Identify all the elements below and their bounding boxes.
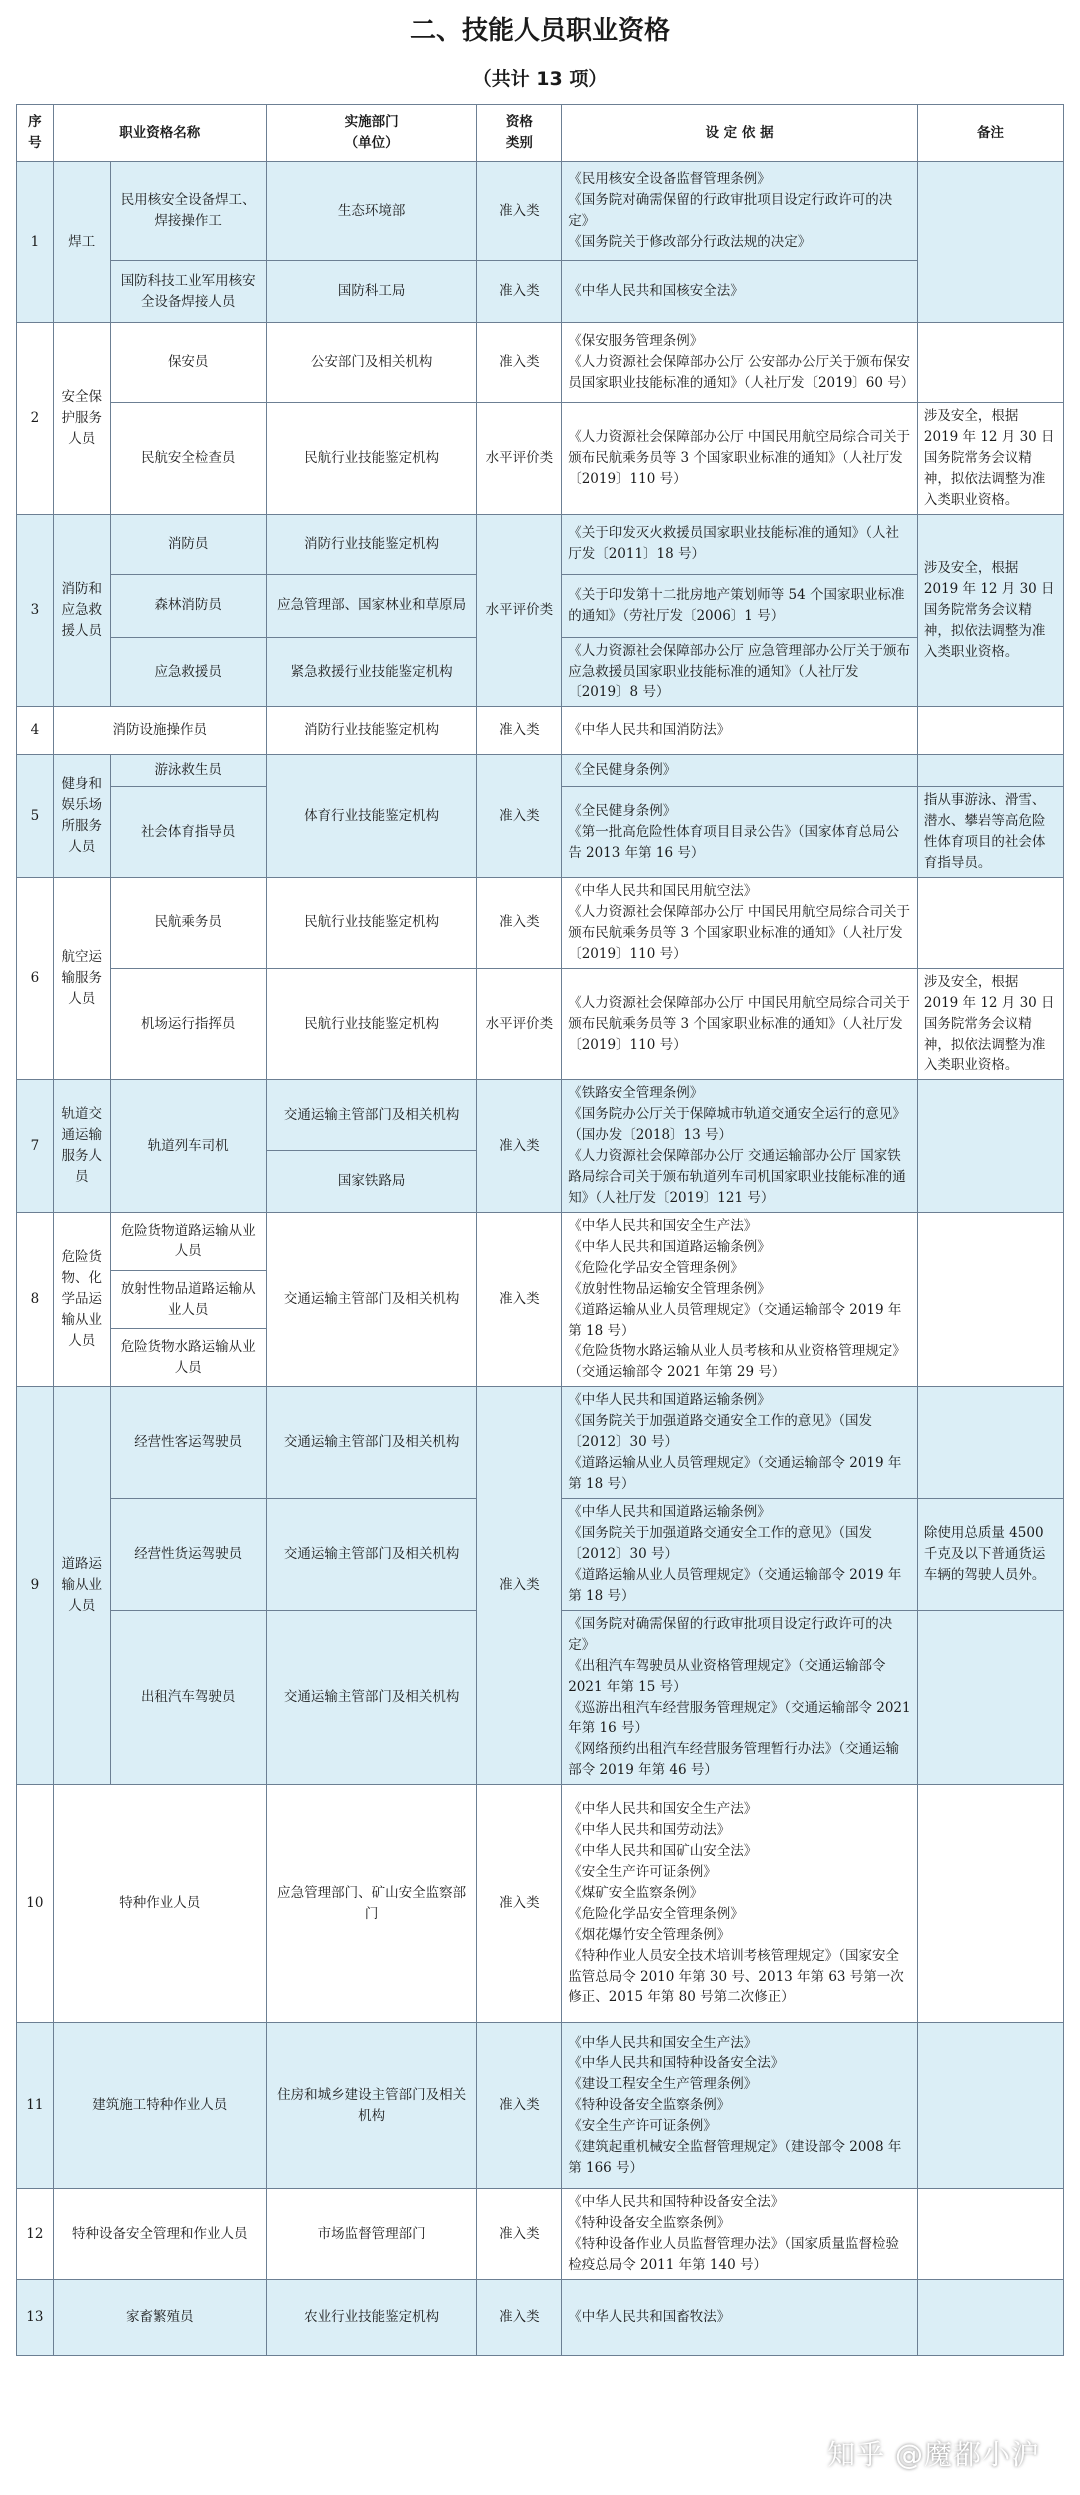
basis-line: 《保安服务管理条例》: [568, 333, 704, 350]
qualification-category: 消防和应急救援人员: [53, 514, 110, 707]
basis-line: 《国务院关于加强道路交通安全工作的意见》（国发〔2012〕30 号）: [568, 1413, 872, 1451]
row-number: 7: [17, 1080, 54, 1213]
note: [917, 2023, 1063, 2189]
basis-line: 《中华人民共和国核安全法》: [568, 283, 744, 300]
basis-line: 《人力资源社会保障部办公厅 应急管理部办公厅关于颁布应急救援员国家职业技能标准的通知》（人社厅发〔2019〕8 号）: [568, 642, 910, 701]
basis-line: 《道路运输从业人员管理规定》（交通运输部令 2019 年第 18 号）: [568, 1455, 902, 1492]
qualification-category: 家畜繁殖员: [53, 2279, 266, 2355]
department: 住房和城乡建设主管部门及相关机构: [266, 2023, 477, 2189]
basis-line: 《国务院关于加强道路交通安全工作的意见》（国发〔2012〕30 号）: [568, 1524, 872, 1562]
qualification-name: 经营性货运驾驶员: [110, 1498, 266, 1610]
qualification-name: 社会体育指导员: [110, 787, 266, 878]
row-number: 1: [17, 162, 54, 323]
department: 交通运输主管部门及相关机构: [266, 1498, 477, 1610]
note: 涉及安全，根据 2019 年 12 月 30 日国务院常务会议精神，拟依法调整为准入类职业资格。: [917, 403, 1063, 515]
note: [917, 1080, 1063, 1213]
legal-basis: [562, 162, 918, 261]
row-number: 8: [17, 1212, 54, 1386]
basis-line: 《特种作业人员安全技术培训考核管理规定》（国家安全监管总局令 2010 年第 30 号、2013 年第 63 号第一次修正、2015 年第 80 号第二次修正）: [568, 1947, 904, 2006]
qualification-name: 保安员: [110, 323, 266, 403]
department: 国家铁路局: [266, 1150, 477, 1212]
qualification-type: 准入类: [477, 1387, 562, 1785]
basis-line: 《中华人民共和国特种设备安全法》: [568, 2194, 785, 2211]
note: [917, 1387, 1063, 1499]
table-row: [17, 1212, 1064, 1270]
note: 指从事游泳、滑雪、潜水、攀岩等高危险性体育项目的社会体育指导员。: [917, 787, 1063, 878]
department: 应急管理部门、矿山安全监察部门: [266, 1785, 477, 2023]
qualification-name: 民航安全检查员: [110, 403, 266, 515]
qualification-type: 准入类: [477, 162, 562, 261]
basis-line: 《中华人民共和国道路运输条例》: [568, 1392, 771, 1409]
table-row: [17, 261, 1064, 323]
row-number: 10: [17, 1785, 54, 2023]
table-row: [17, 2279, 1064, 2355]
basis-line: 《第一批高危险性体育项目目录公告》（国家体育总局公告 2013 年第 16 号）: [568, 823, 899, 861]
basis-line: 《民用核安全设备监督管理条例》: [568, 171, 771, 188]
legal-basis: [562, 1785, 918, 2023]
qualification-category: 危险货物、化学品运输从业人员: [53, 1212, 110, 1386]
basis-line: 《中华人民共和国矿山安全法》: [568, 1842, 758, 1859]
department: 交通运输主管部门及相关机构: [266, 1212, 477, 1386]
legal-basis: [562, 574, 918, 637]
basis-line: 《巡游出租汽车经营服务管理规定》（交通运输部令 2021 年第 16 号）: [568, 1699, 911, 1737]
basis-line: 《危险化学品安全管理条例》: [568, 1259, 744, 1276]
note: 除使用总质量 4500 千克及以下普通货运车辆的驾驶人员外。: [917, 1498, 1063, 1610]
department: 民航行业技能鉴定机构: [266, 878, 477, 969]
watermark: 知乎 @魔都小沪: [827, 2438, 1040, 2471]
header-name: 职业资格名称: [53, 105, 266, 162]
basis-line: 《人力资源社会保障部办公厅 中国民用航空局综合司关于颁布民航乘务员等 3 个国家职业标准的通知》（人社厅发〔2019〕110 号）: [568, 994, 910, 1053]
department: 消防行业技能鉴定机构: [266, 707, 477, 755]
basis-line: 《中华人民共和国民用航空法》: [568, 883, 758, 900]
qualification-type: 准入类: [477, 2189, 562, 2280]
department: 交通运输主管部门及相关机构: [266, 1080, 477, 1151]
note: [917, 707, 1063, 755]
table-row: [17, 403, 1064, 515]
basis-line: 《道路运输从业人员管理规定》（交通运输部令 2019 年第 18 号）: [568, 1566, 902, 1604]
basis-line: 《煤矿安全监察条例》: [568, 1884, 704, 1901]
note: [917, 2279, 1063, 2355]
qualification-category: 消防设施操作员: [53, 707, 266, 755]
department: 消防行业技能鉴定机构: [266, 514, 477, 574]
legal-basis: [562, 2279, 918, 2355]
note: [917, 1212, 1063, 1386]
row-number: 3: [17, 514, 54, 707]
note: 涉及安全，根据 2019 年 12 月 30 日国务院常务会议精神，拟依法调整为准入类职业资格。: [917, 514, 1063, 707]
legal-basis: [562, 2023, 918, 2189]
legal-basis: [562, 968, 918, 1080]
qualification-category: 道路运输从业人员: [53, 1387, 110, 1785]
basis-line: 《建设工程安全生产管理条例》: [568, 2076, 758, 2093]
basis-line: 《国务院对确需保留的行政审批项目设定行政许可的决定》: [568, 192, 893, 229]
table-row: [17, 1785, 1064, 2023]
department: 应急管理部、国家林业和草原局: [266, 574, 477, 637]
qualification-category: 建筑施工特种作业人员: [53, 2023, 266, 2189]
department: 体育行业技能鉴定机构: [266, 755, 477, 878]
basis-line: 《中华人民共和国道路运输条例》: [568, 1504, 771, 1521]
qualification-type: 准入类: [477, 1785, 562, 2023]
row-number: 9: [17, 1387, 54, 1785]
basis-line: 《网络预约出租汽车经营服务管理暂行办法》（交通运输部令 2019 年第 46 号）: [568, 1741, 899, 1779]
basis-line: 《国务院办公厅关于保障城市轨道交通安全运行的意见》（国办发〔2018〕13 号）: [568, 1106, 906, 1144]
basis-line: 《人力资源社会保障部办公厅 中国民用航空局综合司关于颁布民航乘务员等 3 个国家职业标准的通知》（人社厅发〔2019〕110 号）: [568, 903, 910, 962]
header-no: 序 号: [17, 105, 54, 162]
table-row: [17, 162, 1064, 261]
basis-line: 《全民健身条例》: [568, 802, 677, 819]
row-number: 13: [17, 2279, 54, 2355]
page-subtitle: （共计 13 项）: [472, 68, 608, 90]
basis-line: 《铁路安全管理条例》: [568, 1085, 704, 1102]
basis-line: 《国务院对确需保留的行政审批项目设定行政许可的决定》: [568, 1615, 893, 1653]
qualification-category: 健身和娱乐场所服务人员: [53, 755, 110, 878]
qualification-name: 游泳救生员: [110, 755, 266, 787]
qualification-category: 特种作业人员: [53, 1785, 266, 2023]
basis-line: 《中华人民共和国畜牧法》: [568, 2308, 731, 2325]
basis-line: 《放射性物品运输安全管理条例》: [568, 1280, 771, 1297]
basis-line: 《中华人民共和国安全生产法》: [568, 2034, 758, 2051]
row-number: 6: [17, 878, 54, 1080]
department: 农业行业技能鉴定机构: [266, 2279, 477, 2355]
legal-basis: [562, 1080, 918, 1213]
header-dept: 实施部门 （单位）: [266, 105, 477, 162]
department: 民航行业技能鉴定机构: [266, 968, 477, 1080]
basis-line: 《中华人民共和国劳动法》: [568, 1822, 731, 1839]
legal-basis: [562, 323, 918, 403]
legal-basis: [562, 1212, 918, 1386]
qualification-type: 准入类: [477, 755, 562, 878]
basis-line: 《安全生产许可证条例》: [568, 2118, 717, 2135]
note: [917, 1785, 1063, 2023]
qualification-type: 准入类: [477, 2023, 562, 2189]
qualification-name: 民用核安全设备焊工、焊接操作工: [110, 162, 266, 261]
table-row: [17, 514, 1064, 574]
note: [917, 878, 1063, 969]
qualification-type: 准入类: [477, 878, 562, 969]
department: 紧急救援行业技能鉴定机构: [266, 637, 477, 707]
qualification-name: 放射性物品道路运输从业人员: [110, 1271, 266, 1329]
table-row: [17, 323, 1064, 403]
basis-line: 《中华人民共和国安全生产法》: [568, 1217, 758, 1234]
qualification-type: 准入类: [477, 2279, 562, 2355]
legal-basis: [562, 1387, 918, 1499]
qualification-name: 消防员: [110, 514, 266, 574]
note: [917, 755, 1063, 787]
note: [917, 2189, 1063, 2280]
basis-line: 《关于印发灭火救援员国家职业技能标准的通知》（人社厅发〔2011〕18 号）: [568, 525, 899, 563]
qualification-name: 民航乘务员: [110, 878, 266, 969]
basis-line: 《危险货物水路运输从业人员考核和从业资格管理规定》（交通运输部令 2021 年第 29 号）: [568, 1343, 906, 1381]
legal-basis: [562, 707, 918, 755]
header-basis: 设 定 依 据: [562, 105, 918, 162]
qualification-type: 准入类: [477, 323, 562, 403]
qualification-category: 轨道交通运输服务人员: [53, 1080, 110, 1213]
qualification-type: 水平评价类: [477, 968, 562, 1080]
row-number: 12: [17, 2189, 54, 2280]
basis-line: 《中华人民共和国特种设备安全法》: [568, 2055, 785, 2072]
legal-basis: [562, 261, 918, 323]
basis-line: 《中华人民共和国安全生产法》: [568, 1801, 758, 1818]
basis-line: 《关于印发第十二批房地产策划师等 54 个国家职业标准的通知》（劳社厅发〔2006〕1 号）: [568, 586, 905, 624]
legal-basis: [562, 403, 918, 515]
table-row: [17, 1387, 1064, 1499]
row-number: 5: [17, 755, 54, 878]
table-row: [17, 707, 1064, 755]
qualification-category: 航空运输服务人员: [53, 878, 110, 1080]
page-title: 二、技能人员职业资格: [409, 16, 670, 46]
note: [917, 162, 1063, 323]
department: 生态环境部: [266, 162, 477, 261]
basis-line: 《国务院关于修改部分行政法规的决定》: [568, 233, 812, 250]
department: 市场监督管理部门: [266, 2189, 477, 2280]
row-number: 11: [17, 2023, 54, 2189]
legal-basis: [562, 2189, 918, 2280]
department: 交通运输主管部门及相关机构: [266, 1387, 477, 1499]
qualification-category: 安全保护服务人员: [53, 323, 110, 515]
basis-line: 《全民健身条例》: [568, 762, 677, 779]
qualification-type: 准入类: [477, 1080, 562, 1213]
qualification-name: 出租汽车驾驶员: [110, 1610, 266, 1784]
qualification-table: [16, 104, 1064, 2356]
row-number: 2: [17, 323, 54, 515]
header-note: 备注: [917, 105, 1063, 162]
qualification-category: 焊工: [53, 162, 110, 323]
table-row: [17, 2189, 1064, 2280]
note: [917, 1610, 1063, 1784]
table-row: [17, 968, 1064, 1080]
basis-line: 《建筑起重机械安全监督管理规定》（建设部令 2008 年第 166 号）: [568, 2139, 902, 2177]
qualification-name: 机场运行指挥员: [110, 968, 266, 1080]
qualification-category: 特种设备安全管理和作业人员: [53, 2189, 266, 2280]
qualification-type: 水平评价类: [477, 403, 562, 515]
basis-line: 《道路运输从业人员管理规定》（交通运输部令 2019 年第 18 号）: [568, 1301, 902, 1339]
qualification-name: 国防科技工业军用核安全设备焊接人员: [110, 261, 266, 323]
basis-line: 《特种设备安全监察条例》: [568, 2097, 731, 2114]
legal-basis: [562, 1498, 918, 1610]
note: [917, 323, 1063, 403]
basis-line: 《人力资源社会保障部办公厅 交通运输部办公厅 国家铁路局综合司关于颁布轨道列车司机国家职业技能标准的通知》（人社厅发〔2019〕121 号）: [568, 1148, 906, 1206]
basis-line: 《出租汽车驾驶员从业资格管理规定》（交通运输部令 2021 年第 15 号）: [568, 1657, 886, 1695]
table-header-row: [17, 105, 1064, 162]
basis-line: 《特种设备作业人员监督管理办法》（国家质量监督检验检疫总局令 2011 年第 140 号）: [568, 2236, 899, 2274]
legal-basis: [562, 514, 918, 574]
basis-line: 《人力资源社会保障部办公厅 公安部办公厅关于颁布保安员国家职业技能标准的通知》（人社厅发〔2019〕60 号）: [568, 354, 915, 391]
qualification-name: 森林消防员: [110, 574, 266, 637]
department: 国防科工局: [266, 261, 477, 323]
basis-line: 《安全生产许可证条例》: [568, 1863, 717, 1880]
qualification-name: 危险货物水路运输从业人员: [110, 1329, 266, 1387]
basis-line: 《烟花爆竹安全管理条例》: [568, 1926, 731, 1943]
qualification-type: 准入类: [477, 261, 562, 323]
department: 交通运输主管部门及相关机构: [266, 1610, 477, 1784]
legal-basis: [562, 637, 918, 707]
row-number: 4: [17, 707, 54, 755]
qualification-type: 准入类: [477, 1212, 562, 1386]
header-type: 资格 类别: [477, 105, 562, 162]
qualification-type: 水平评价类: [477, 514, 562, 707]
legal-basis: [562, 787, 918, 878]
department: 民航行业技能鉴定机构: [266, 403, 477, 515]
legal-basis: [562, 878, 918, 969]
basis-line: 《中华人民共和国道路运输条例》: [568, 1238, 771, 1255]
legal-basis: [562, 755, 918, 787]
note: 涉及安全，根据 2019 年 12 月 30 日国务院常务会议精神，拟依法调整为准入类职业资格。: [917, 968, 1063, 1080]
qualification-name: 应急救援员: [110, 637, 266, 707]
qualification-name: 经营性客运驾驶员: [110, 1387, 266, 1499]
qualification-type: 准入类: [477, 707, 562, 755]
table-row: [17, 755, 1064, 787]
table-row: [17, 878, 1064, 969]
qualification-name: 危险货物道路运输从业人员: [110, 1212, 266, 1270]
legal-basis: [562, 1610, 918, 1784]
basis-line: 《人力资源社会保障部办公厅 中国民用航空局综合司关于颁布民航乘务员等 3 个国家职业标准的通知》（人社厅发〔2019〕110 号）: [568, 428, 910, 487]
table-row: [17, 2023, 1064, 2189]
qualification-name: 轨道列车司机: [110, 1080, 266, 1213]
basis-line: 《特种设备安全监察条例》: [568, 2215, 731, 2232]
basis-line: 《危险化学品安全管理条例》: [568, 1905, 744, 1922]
basis-line: 《中华人民共和国消防法》: [568, 722, 731, 739]
department: 公安部门及相关机构: [266, 323, 477, 403]
table-row: [17, 1080, 1064, 1151]
